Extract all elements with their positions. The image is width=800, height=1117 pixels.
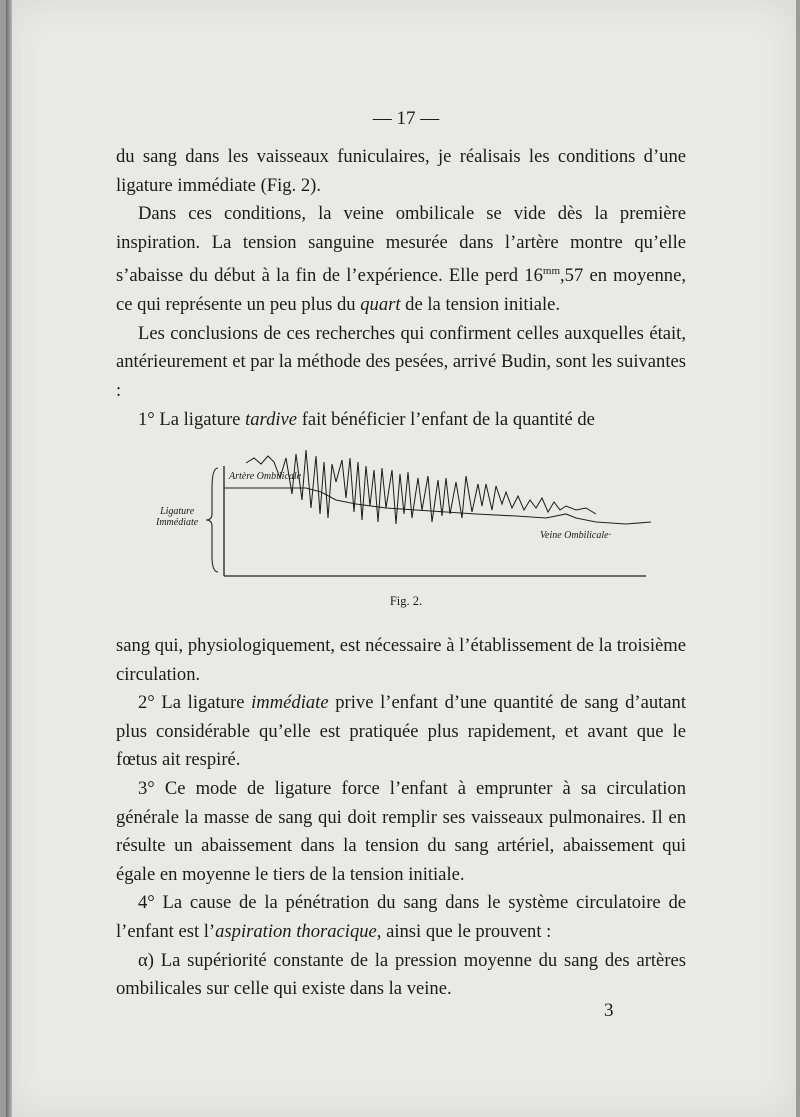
label-ligature-line2: Immédiate xyxy=(156,517,199,528)
text-block-bottom xyxy=(116,632,686,1004)
text-block-top xyxy=(116,143,686,434)
pressure-tracing xyxy=(156,448,656,588)
paragraph: 4° La cause de la pénétration du sang dans le système circulatoire de l’enfant est l’aspiration thoracique, ainsi que le prouvent : xyxy=(116,892,686,942)
tracing-figure xyxy=(156,448,656,588)
paragraph: sang qui, physiologiquement, est nécessaire à l’établissement de la troisième circulation. xyxy=(116,635,686,685)
paragraph: 2° La ligature immédiate prive l’enfant d’une quantité de sang d’autant plus considérable qu’elle est pratiquée plus rapidement, et avant que le fœtus ait respiré. xyxy=(116,692,687,771)
paragraph: du sang dans les vaisseaux funiculaires, je réalisais les conditions d’une ligature immédiate (Fig. 2). xyxy=(116,146,686,196)
paragraph: α) La supériorité constante de la pression moyenne du sang des artères ombilicales sur celle qui existe dans la veine. xyxy=(116,949,686,1000)
label-artery: Artère Ombilicale xyxy=(229,471,302,482)
page-number: — 17 — xyxy=(372,108,440,129)
paragraph: Les conclusions de ces recherches qui confirment celles auxquelles était, antérieurement et par la méthode des pesées, arrivé Budin, sont les suivantes : xyxy=(116,322,686,401)
figure-caption: Fig. 2. xyxy=(389,594,423,608)
paragraph: 1° La ligature tardive fait bénéficier l’enfant de la quantité de xyxy=(138,408,595,430)
label-ligature-line1: Ligature xyxy=(160,506,195,517)
signature-mark: 3 xyxy=(604,1000,614,1021)
paragraph: 3° Ce mode de ligature force l’enfant à emprunter à sa circulation générale la masse de sang qui doit remplir ses vaisseaux pulmonaires. Il en résulte un abaissement dans la tension du sang artériel, abaissement qui égale en moyenne le tiers de la tension initiale. xyxy=(116,777,686,885)
paragraph: Dans ces conditions, la veine ombilicale se vide dès la première inspiration. La tension sanguine mesurée dans l’artère montre qu’elle s’abaisse du début à la fin de l’expérience. Elle perd $16^{mm},57$ en moyenne, ce qui représente un peu plus du quart de la tension initiale. xyxy=(116,203,686,316)
label-ligature xyxy=(156,506,198,528)
label-vein: Veine Ombilicale· xyxy=(540,530,612,541)
page-edge xyxy=(6,0,12,1117)
page-sheet xyxy=(6,0,796,1117)
